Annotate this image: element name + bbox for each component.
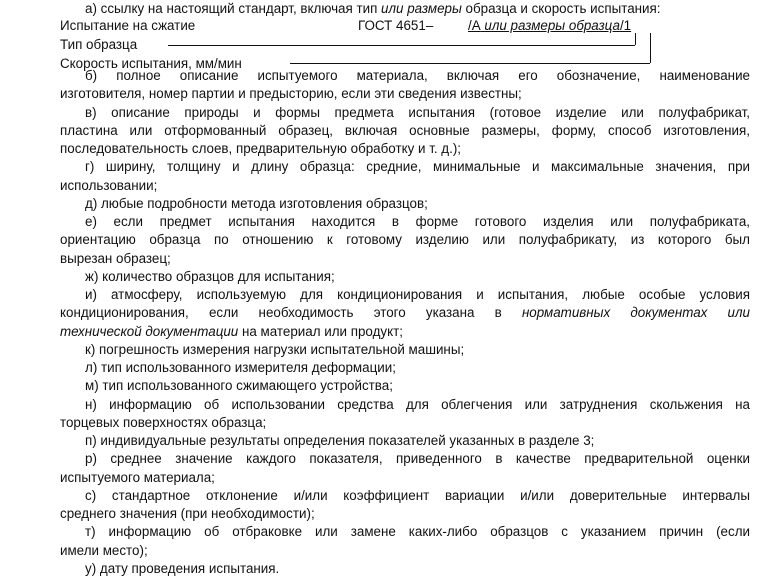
- report-item-line: у) дату проведения испытания.: [85, 560, 280, 576]
- report-item-line: г) ширину, толщину и длину образца: средние, минимальные и максимальные значения, при: [85, 159, 750, 175]
- report-item-line: торцевых поверхностях образца;: [60, 414, 267, 430]
- report-item-line: л) тип использованного измерителя деформации;: [85, 360, 396, 375]
- report-item-line: последовательность слоев, предварительную обработку и т. д.);: [60, 141, 462, 156]
- report-item-line: е) если предмет испытания находится в форме готового изделия или полуфабриката,: [85, 214, 750, 229]
- report-item-line: б) полное описание испытуемого материала, включая его обозначение, наименование: [85, 68, 750, 83]
- report-item-line: р) среднее значение каждого показателя, приведенного в качестве предварительной оценки: [85, 451, 750, 467]
- report-item-line: [60, 304, 750, 322]
- report-item-line: с) стандартное отклонение и/или коэффициент вариации и/или доверительные интервалы: [85, 487, 750, 503]
- report-item-line: использовании;: [60, 177, 158, 193]
- gost-number: ГОСТ 4651–: [358, 18, 434, 33]
- bracket-speed-vertical: [650, 33, 651, 63]
- report-item-line: изготовителя, номер партии и предысторию, если эти сведения известны;: [60, 86, 522, 102]
- report-item-line: и) атмосферу, используемую для кондиционирования и испытания, любые особые условия: [85, 287, 750, 302]
- item-text: кондиционирования, если необходимость этого указана в: [60, 305, 522, 321]
- label-speed: Скорость испытания, мм/мин: [60, 56, 242, 71]
- report-item-line: в) описание природы и формы предмета испытания (готовое изделие или полуфабрикат,: [85, 104, 750, 120]
- italic-term: нормативных документах или: [521, 305, 750, 321]
- report-item-line: среднего значения (при необходимости);: [60, 506, 315, 521]
- label-type: Тип образца: [60, 37, 138, 52]
- label-test: Испытание на сжатие: [60, 18, 196, 33]
- item-text: на материал или продукт;: [238, 323, 403, 339]
- report-item-line: ориентацию образца по отношению к готовому изделию или полуфабрикату, из которого был: [60, 232, 750, 248]
- report-item-line: ж) количество образцов для испытания;: [85, 268, 335, 284]
- report-item-line: испытуемого материала;: [60, 469, 215, 485]
- report-item-line: пластина или отформованный образец, включая основные размеры, форму, способ изготовления,: [60, 122, 750, 138]
- bracket-type-vertical: [635, 33, 636, 45]
- report-item-line: м) тип использованного сжимающего устройства;: [85, 378, 393, 394]
- report-item-line: вырезан образец;: [60, 250, 171, 266]
- bracket-speed-line: [290, 63, 650, 64]
- item-a-intro: а) ссылку на настоящий стандарт, включая тип или размеры образца и скорость испытания:: [85, 1, 661, 16]
- italic-term: технической документации: [60, 323, 239, 339]
- bracket-type-line: [168, 45, 635, 46]
- report-item-line: к) погрешность измерения нагрузки испытательной машины;: [85, 341, 465, 357]
- report-item-line: п) индивидуальные результаты определения показателей указанных в разделе 3;: [85, 433, 595, 448]
- report-item-line: н) информацию об использовании средства для облегчения или затруднения скольжения на: [85, 396, 750, 412]
- report-item-line: имели место);: [60, 542, 148, 558]
- designation-scheme: [60, 17, 760, 73]
- report-item-line: т) информацию об отбраковке или замене каких-либо образцов с указанием причин (если: [85, 524, 750, 540]
- designation-code: /А или размеры образца/1: [468, 18, 632, 33]
- report-item-line: д) любые подробности метода изготовления образцов;: [85, 195, 428, 211]
- report-item-line: [60, 323, 403, 341]
